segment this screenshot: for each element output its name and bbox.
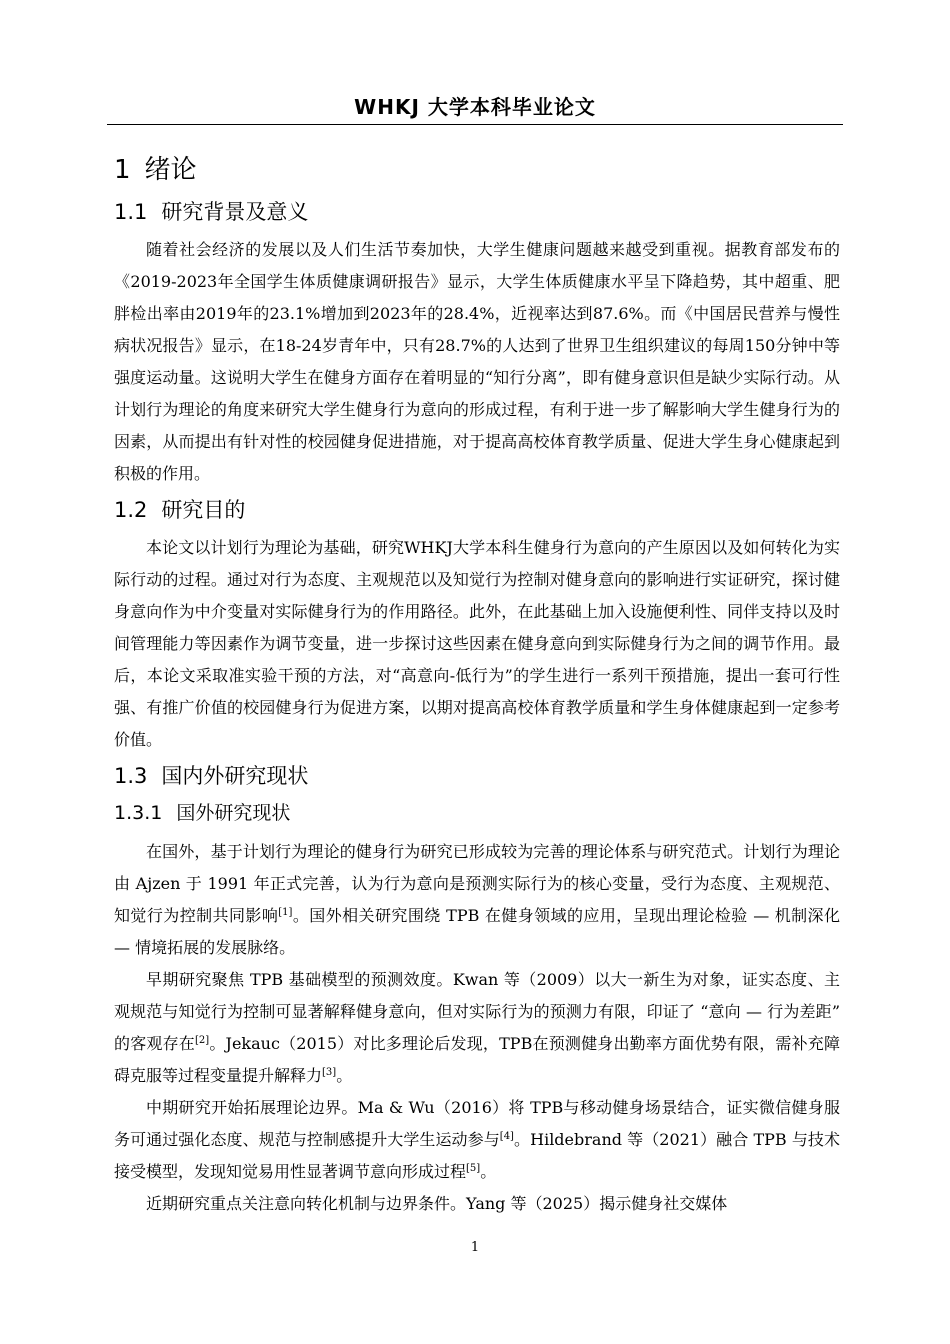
section-heading-1-1 xyxy=(114,196,840,228)
paragraph-early-research xyxy=(114,964,840,1092)
page-number: 1 xyxy=(470,1240,480,1255)
text-run: 在国外，基于计划行为理论的健身行为研究已形成较为完善的理论体系与研究范式。计划行为理论由 Ajzen 于 1991 年正式完善，认为行为意向是预测实际行为的核心变量，受行为态度、主观规范、知觉行为控制共同影响 xyxy=(114,842,840,925)
section-number: 1.2 xyxy=(114,498,148,522)
text-run: 。Hildebrand 等（2021）融合 TPB 与技术接受模型，发现知觉易用性显著调节意向形成过程 xyxy=(114,1130,840,1181)
text-run: 。国外相关研究围绕 TPB 在健身领域的应用，呈现出理论检验 — 机制深化 — 情境拓展的发展脉络。 xyxy=(114,906,840,957)
text-run: 中期研究开始拓展理论边界。Ma & Wu（2016）将 TPB与移动健身场景结合，证实微信健身服务可通过强化态度、规范与控制感提升大学生运动参与 xyxy=(114,1098,840,1149)
paragraph-purpose: 本论文以计划行为理论为基础，研究WHKJ大学本科生健身行为意向的产生原因以及如何转化为实际行动的过程。通过对行为态度、主观规范以及知觉行为控制对健身意向的影响进行实证研究，探讨健身意向作为中介变量对实际健身行为的作用路径。此外，在此基础上加入设施便利性、同伴支持以及时间管理能力等因素作为调节变量，进一步探讨这些因素在健身意向到实际健身行为之间的调节作用。最后，本论文采取准实验干预的方法，对“高意向-低行为”的学生进行一系列干预措施，提出一套可行性强、有推广价值的校园健身行为促进方案，以期对提高高校体育教学质量和学生身体健康起到一定参考价值。 xyxy=(114,538,840,749)
text-run: 。 xyxy=(480,1162,497,1181)
subsection-title: 国外研究现状 xyxy=(176,802,291,824)
citation-ref: [3] xyxy=(322,1067,337,1078)
section-heading-1-2 xyxy=(114,494,840,526)
page-footer xyxy=(0,1240,950,1255)
section-title: 研究目的 xyxy=(161,498,246,522)
chapter-title: 绪论 xyxy=(144,155,197,185)
page-content xyxy=(114,150,840,1220)
citation-ref: [2] xyxy=(194,1035,210,1046)
chapter-number: 1 xyxy=(114,155,131,185)
section-number: 1.3 xyxy=(114,764,148,788)
section-title: 国内外研究现状 xyxy=(161,764,309,788)
paragraph-foreign-intro xyxy=(114,836,840,964)
text-run: 。Jekauc（2015）对比多理论后发现，TPB在预测健身出勤率方面优势有限，需补充障碍克服等过程变量提升解释力 xyxy=(114,1034,840,1085)
citation-ref: [1] xyxy=(278,907,293,918)
paragraph-recent-research: 近期研究重点关注意向转化机制与边界条件。Yang 等（2025）揭示健身社交媒体 xyxy=(146,1194,728,1213)
paragraph-mid-research xyxy=(114,1092,840,1188)
section-heading-1-3 xyxy=(114,760,840,792)
citation-ref: [5] xyxy=(466,1163,481,1174)
page-header xyxy=(107,92,843,125)
paragraph-background: 随着社会经济的发展以及人们生活节奏加快，大学生健康问题越来越受到重视。据教育部发布的《2019-2023年全国学生体质健康调研报告》显示，大学生体质健康水平呈下降趋势，其中超重、肥胖检出率由2019年的23.1%增加到2023年的28.4%，近视率达到87.6%。而《中国居民营养与慢性病状况报告》显示，在18-24岁青年中，只有28.7%的人达到了世界卫生组织建议的每周150分钟中等强度运动量。这说明大学生在健身方面存在着明显的“知行分离”，即有健身意识但是缺少实际行动。从计划行为理论的角度来研究大学生健身行为意向的形成过程，有利于进一步了解影响大学生健身行为的因素，从而提出有针对性的校园健身促进措施，对于提高高校体育教学质量、促进大学生身心健康起到积极的作用。 xyxy=(114,240,840,483)
text-run: 早期研究聚焦 TPB 基础模型的预测效度。Kwan 等（2009）以大一新生为对象，证实态度、主观规范与知觉行为控制可显著解释健身意向，但对实际行为的预测力有限，印证了 “意向 — 行为差距” 的客观存在 xyxy=(114,970,840,1053)
subsection-heading-1-3-1 xyxy=(114,798,840,828)
text-run: 。 xyxy=(336,1066,353,1085)
chapter-heading xyxy=(114,150,840,190)
header-title: WHKJ 大学本科毕业论文 xyxy=(354,95,596,119)
section-title: 研究背景及意义 xyxy=(161,200,309,224)
section-number: 1.1 xyxy=(114,200,148,224)
citation-ref: [4] xyxy=(499,1131,514,1142)
subsection-number: 1.3.1 xyxy=(114,802,163,824)
